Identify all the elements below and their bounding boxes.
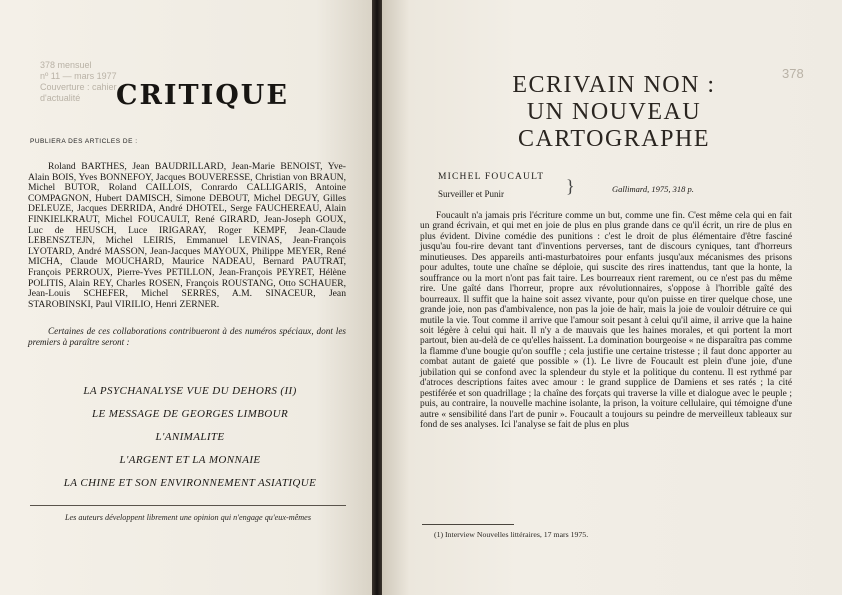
reviewed-book-publisher: Gallimard, 1975, 318 p. — [612, 184, 694, 194]
authors-paragraph: Roland BARTHES, Jean BAUDRILLARD, Jean-Marie BENOIST, Yve-Alain BOIS, Yves BONNEFOY, Jacques BOUVERESSE, Christian von BRAUN, Michel BUTOR, Roland CAILLOIS, Conrardo CALLIGARIS, Antoine COMPAGNON, Hubert DAMISCH, Simone DEBOUT, Michel DEGUY, Gilles DELEUZE, Jacques DERRIDA, André DHOTEL, Serge FAUCHEREAU, Alain FINKIELKRAUT, Michel FOUCAULT, René GIRARD, Jean-Joseph GOUX, Luc de HEUSCH, Luce IRIGARAY, Roger KEMPF, Jean-Claude LEBENSZTEJN, Michel LEIRIS, Emmanuel LEVINAS, Jean-François LYOTARD, André MASSON, Jean-Jacques MAYOUX, Philippe MEYER, René MICHA, Claude MOUCHARD, Maurice NADEAU, Bernard PAUTRAT, François PERROUX, Pierre-Yves PETILLON, Jean-François PEYRET, Hélène POLITIS, Alain REY, Charles ROSEN, François ROUSTANG, Otto SCHAUER, Jean-Louis SCHEFER, Michel SERRES, A.M. SINACEUR, Jean STAROBINSKI, Paul VIRILIO, Henri ZERNER. — [28, 161, 346, 310]
right-page — [382, 0, 842, 595]
right-bleed-through: 378 — [782, 66, 804, 81]
footnote-rule — [422, 524, 514, 525]
title-line-1: ECRIVAIN NON : — [512, 72, 716, 98]
authors-list — [28, 162, 346, 310]
special-issue-item: L'ANIMALITE — [155, 431, 225, 443]
left-bleed-through: 378 mensuel nº 11 — mars 1977 Couverture : cahier d'actualité — [40, 60, 117, 103]
publiera-label: PUBLIERA DES ARTICLES DE : — [30, 138, 138, 145]
reviewed-book-author: MICHEL FOUCAULT — [438, 172, 545, 182]
body-paragraph: Foucault n'a jamais pris l'écriture comme un but, comme une fin. C'est même cela qui en fait un grand écrivain, et qui met en joie de plus en plus grande dans ce qu'il écrit, un rire de plus en plus évident. Divine comédie des punitions : c'est le droit de plus élémentaire d'être fasciné jusqu'au fou-rire devant tant d'inventions perverses, tant de discours cyniques, tant d'horreurs minutieuses. Des appareils anti-masturbatoires pour enfants jusqu'aux mécanismes des prisons pour adultes, toute une chaîne se déploie, qui suscite des rires inattendus, tant que la honte, la souffrance ou la mort n'ont pas fait taire. Les bourreaux rient rarement, ou ce n'est pas du même rire. Une gaîté dans l'horreur, propre aux révolutionnaires, s'oppose à l'horrible gaîté des bourreaux. Il suffit que la haine soit assez vivante, pour qu'on puisse en tirer quelque chose, une grande joie, non pas d'ambivalence, non pas la joie de haïr, mais la joie de vouloir détruire ce qui mutile la vie. Tout comme il arrive que l'amour soit pesant à celui qu'il aime, il arrive que la haine soit légère à celui qui hait. Il n'y a de mauvais que les haines morales, et qui portent la mort partout, bien au-delà de ce qu'elles haïssent. La domination bourgeoise « ne disparaîtra pas comme la flamme d'une bougie qu'on souffle ; cela justifie une certaine tristesse ; il faut donc apporter au combat autant de gaieté que possible » (1). Le livre de Foucault est plein d'une joie, d'une jubilation qui se confond avec la splendeur du style et la politique du contenu. Il est rythmé par d'atroces descriptions faites avec amour : le grand supplice de Damiens et ses ratés ; la cité pestiférée et son quadrillage ; la chaîne des forçats qui traverse la ville et dialogue avec le peuple ; puis, au contraire, la nouvelle machine isolante, la prison, la voiture cellulaire, qui témoigne d'une autre « sensibilité dans l'art de punir ». Foucault a toujours su peindre de merveilleux tableaux sur fond de ses analyses. Ici l'analyse se fait de plus en plus — [420, 211, 792, 431]
special-issues-list — [20, 380, 360, 495]
disclaimer-footer: Les auteurs développent librement une opinion qui n'engage qu'eux-mêmes — [64, 513, 312, 522]
footnote: (1) Interview Nouvelles littéraires, 17 mars 1975. — [434, 530, 589, 539]
article-body — [420, 211, 792, 431]
article-title — [444, 72, 784, 153]
special-issue-item: LA PSYCHANALYSE VUE DU DEHORS (II) — [83, 385, 297, 397]
special-issue-item: L'ARGENT ET LA MONNAIE — [119, 454, 261, 466]
special-issues-intro — [28, 326, 346, 348]
special-issue-item: LE MESSAGE DE GEORGES LIMBOUR — [91, 408, 289, 420]
reviewed-book-title: Surveiller et Punir — [438, 189, 504, 199]
title-line-2: UN NOUVEAU — [526, 99, 702, 125]
masthead-critique: CRITIQUE — [116, 80, 289, 111]
left-page — [0, 0, 372, 595]
book-gutter — [372, 0, 382, 595]
certaines-paragraph: Certaines de ces collaborations contribueront à des numéros spéciaux, dont les premiers à paraître seront : — [28, 326, 346, 347]
left-divider — [30, 505, 346, 506]
reference-brace: } — [566, 176, 575, 196]
special-issue-item: LA CHINE ET SON ENVIRONNEMENT ASIATIQUE — [63, 477, 317, 489]
title-line-3: CARTOGRAPHE — [518, 126, 710, 152]
